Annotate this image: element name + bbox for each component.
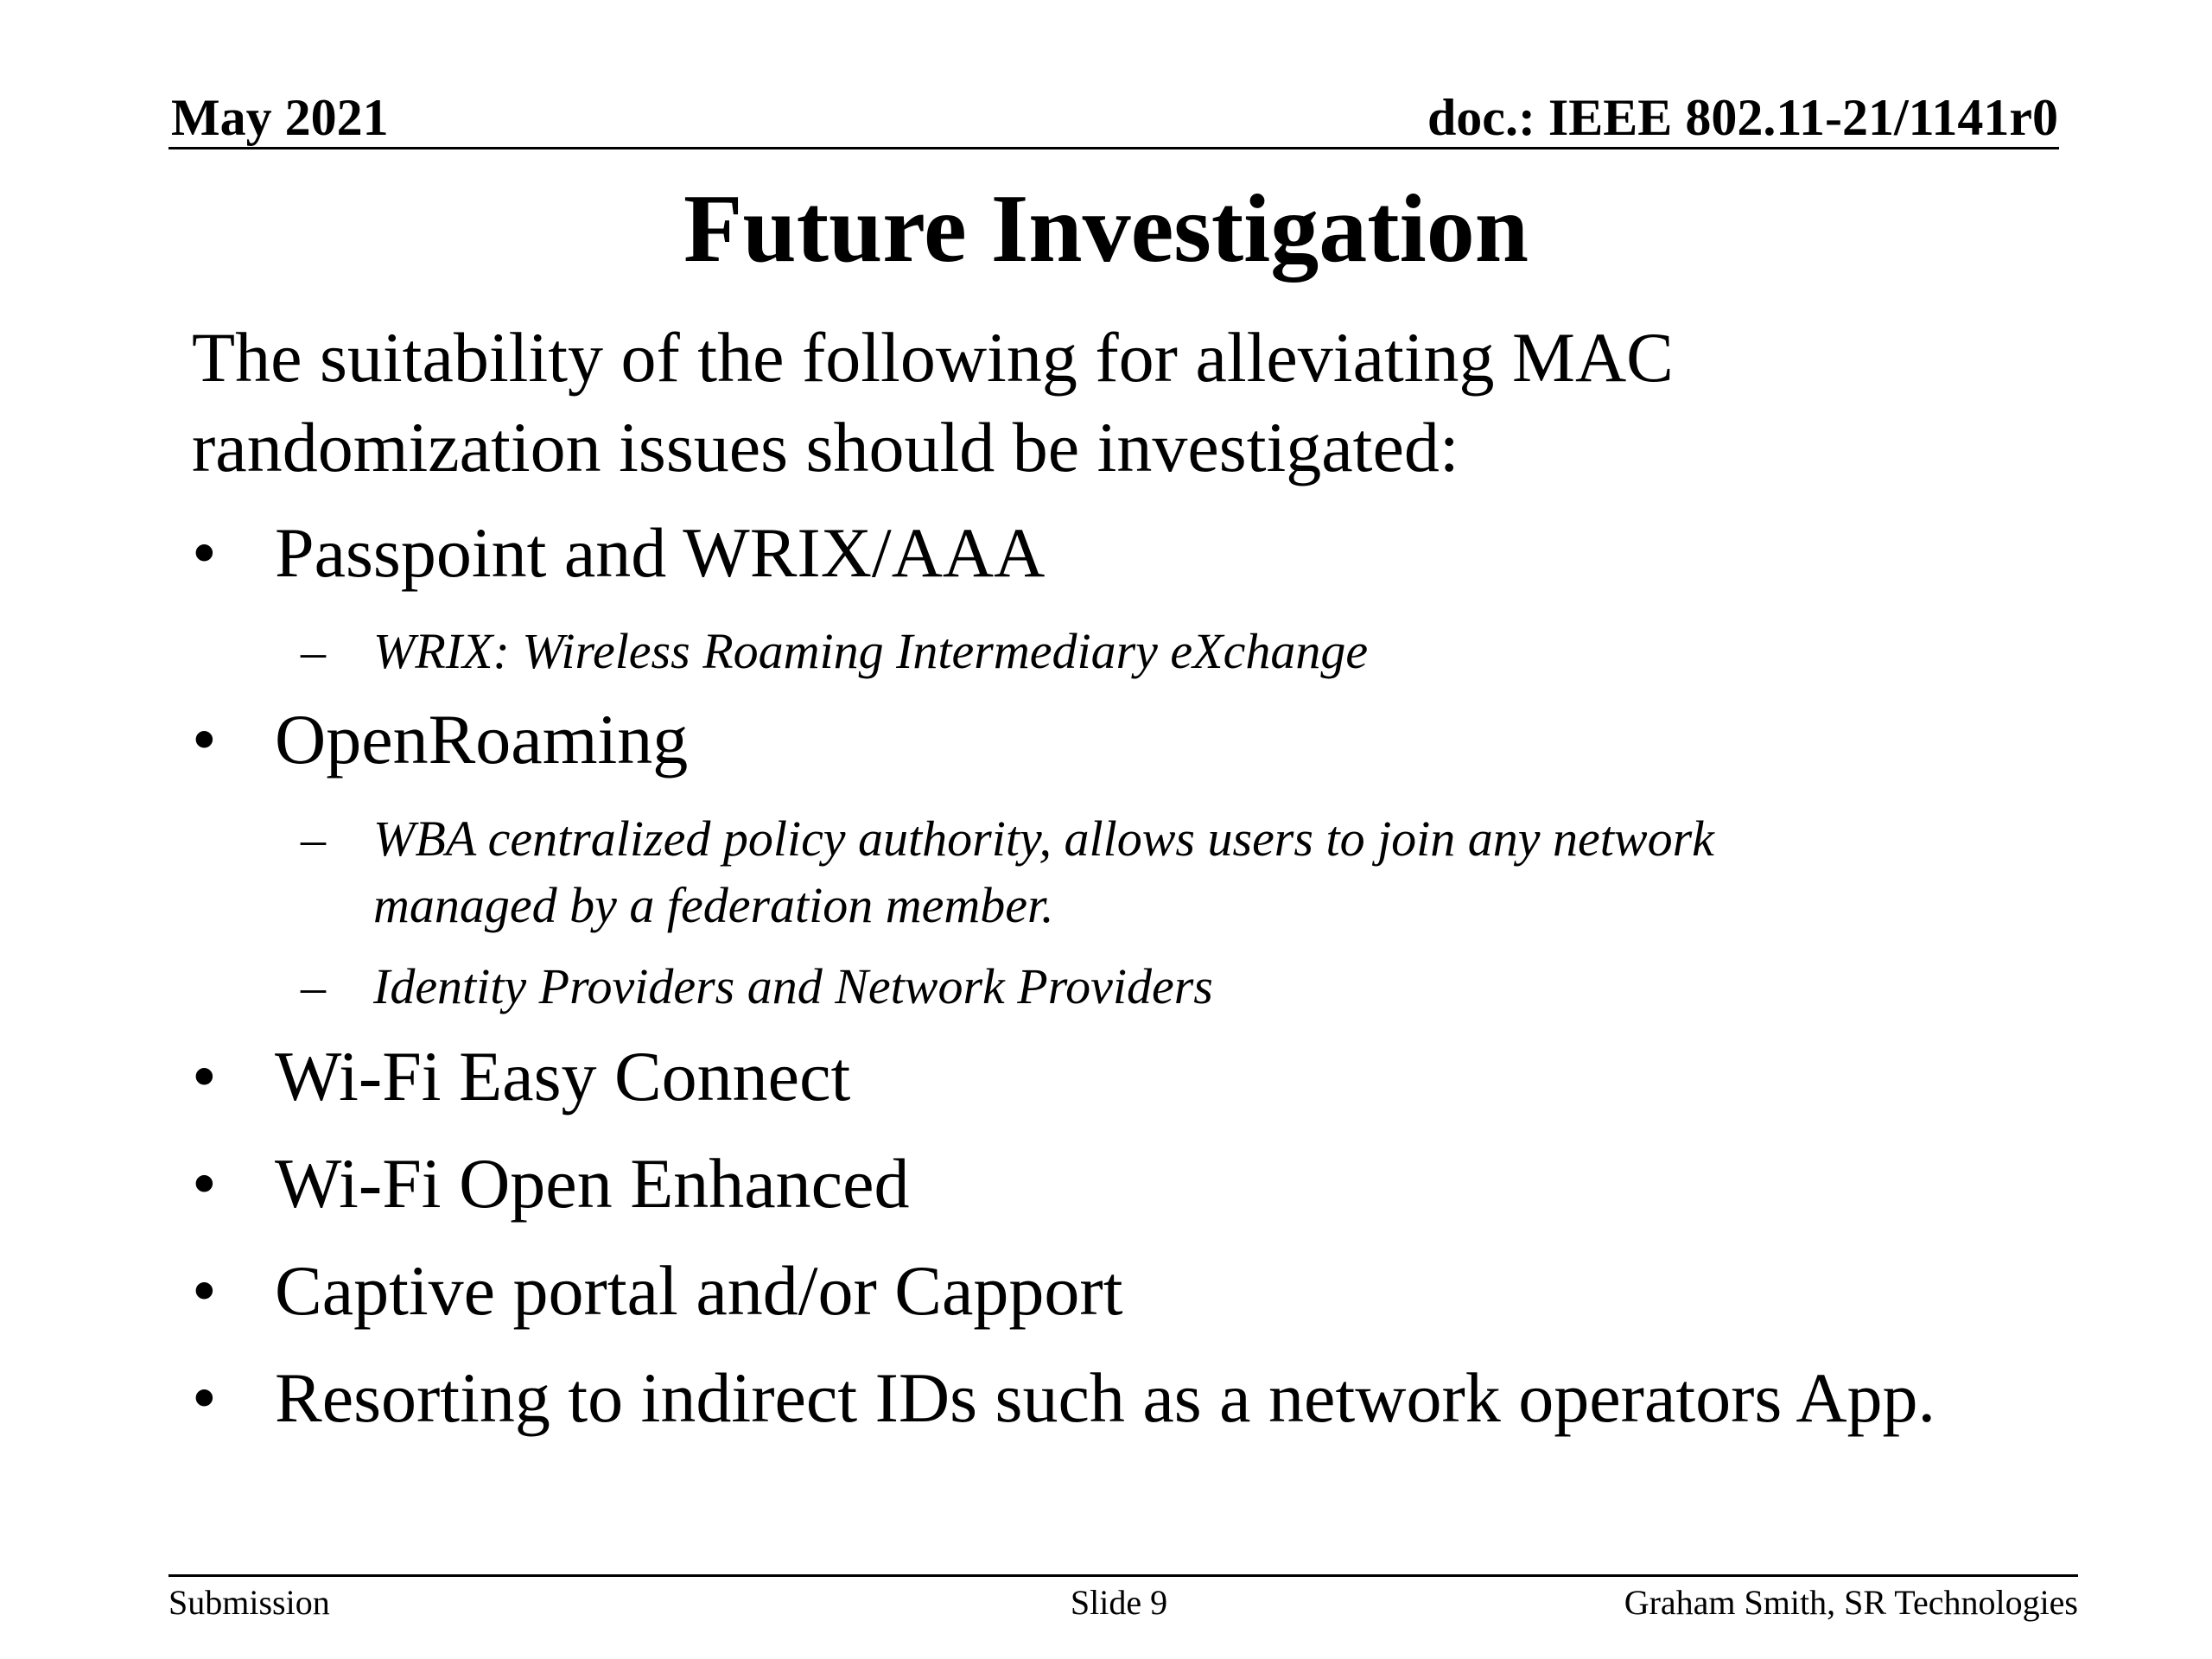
sub-bullet-text: WBA centralized policy authority, allows users to join any network [373, 810, 1714, 867]
bullet-glyph: • [192, 1251, 217, 1330]
sub-bullet-text: Identity Providers and Network Providers [373, 958, 1213, 1014]
bullet-glyph: • [192, 1037, 217, 1116]
sub-bullet-text: WRIX: Wireless Roaming Intermediary eXchange [373, 623, 1369, 679]
footer-submission: Submission [168, 1583, 330, 1622]
intro-line-1: The suitability of the following for alleviating MAC [192, 318, 1674, 397]
header-rule [168, 147, 2059, 149]
slide-title: Future Investigation [683, 175, 1529, 283]
bullet-text: Passpoint and WRIX/AAA [275, 513, 1046, 592]
header-date: May 2021 [171, 89, 389, 146]
footer-slide-number: Slide 9 [1070, 1583, 1168, 1622]
bullet-text: Resorting to indirect IDs such as a network operators App. [275, 1358, 1936, 1437]
intro-paragraph [192, 313, 1674, 493]
bullet-text: Wi-Fi Open Enhanced [275, 1144, 910, 1223]
footer-rule [168, 1574, 2078, 1577]
bullet-text: Wi-Fi Easy Connect [275, 1037, 851, 1116]
header-doc-id: doc.: IEEE 802.11-21/1141r0 [1427, 89, 2058, 146]
dash-glyph: – [301, 810, 326, 867]
bullet-glyph: • [192, 1144, 217, 1223]
bullet-glyph: • [192, 513, 217, 592]
intro-line-2: randomization issues should be investigated: [192, 408, 1459, 486]
dash-glyph: – [301, 623, 326, 679]
bullet-text: Captive portal and/or Capport [275, 1251, 1123, 1330]
bullet-glyph: • [192, 1358, 217, 1437]
bullet-glyph: • [192, 700, 217, 779]
sub-bullet-text: managed by a federation member. [373, 877, 1054, 933]
footer-author: Graham Smith, SR Technologies [1624, 1583, 2078, 1622]
bullet-text: OpenRoaming [275, 700, 689, 779]
dash-glyph: – [301, 958, 326, 1014]
